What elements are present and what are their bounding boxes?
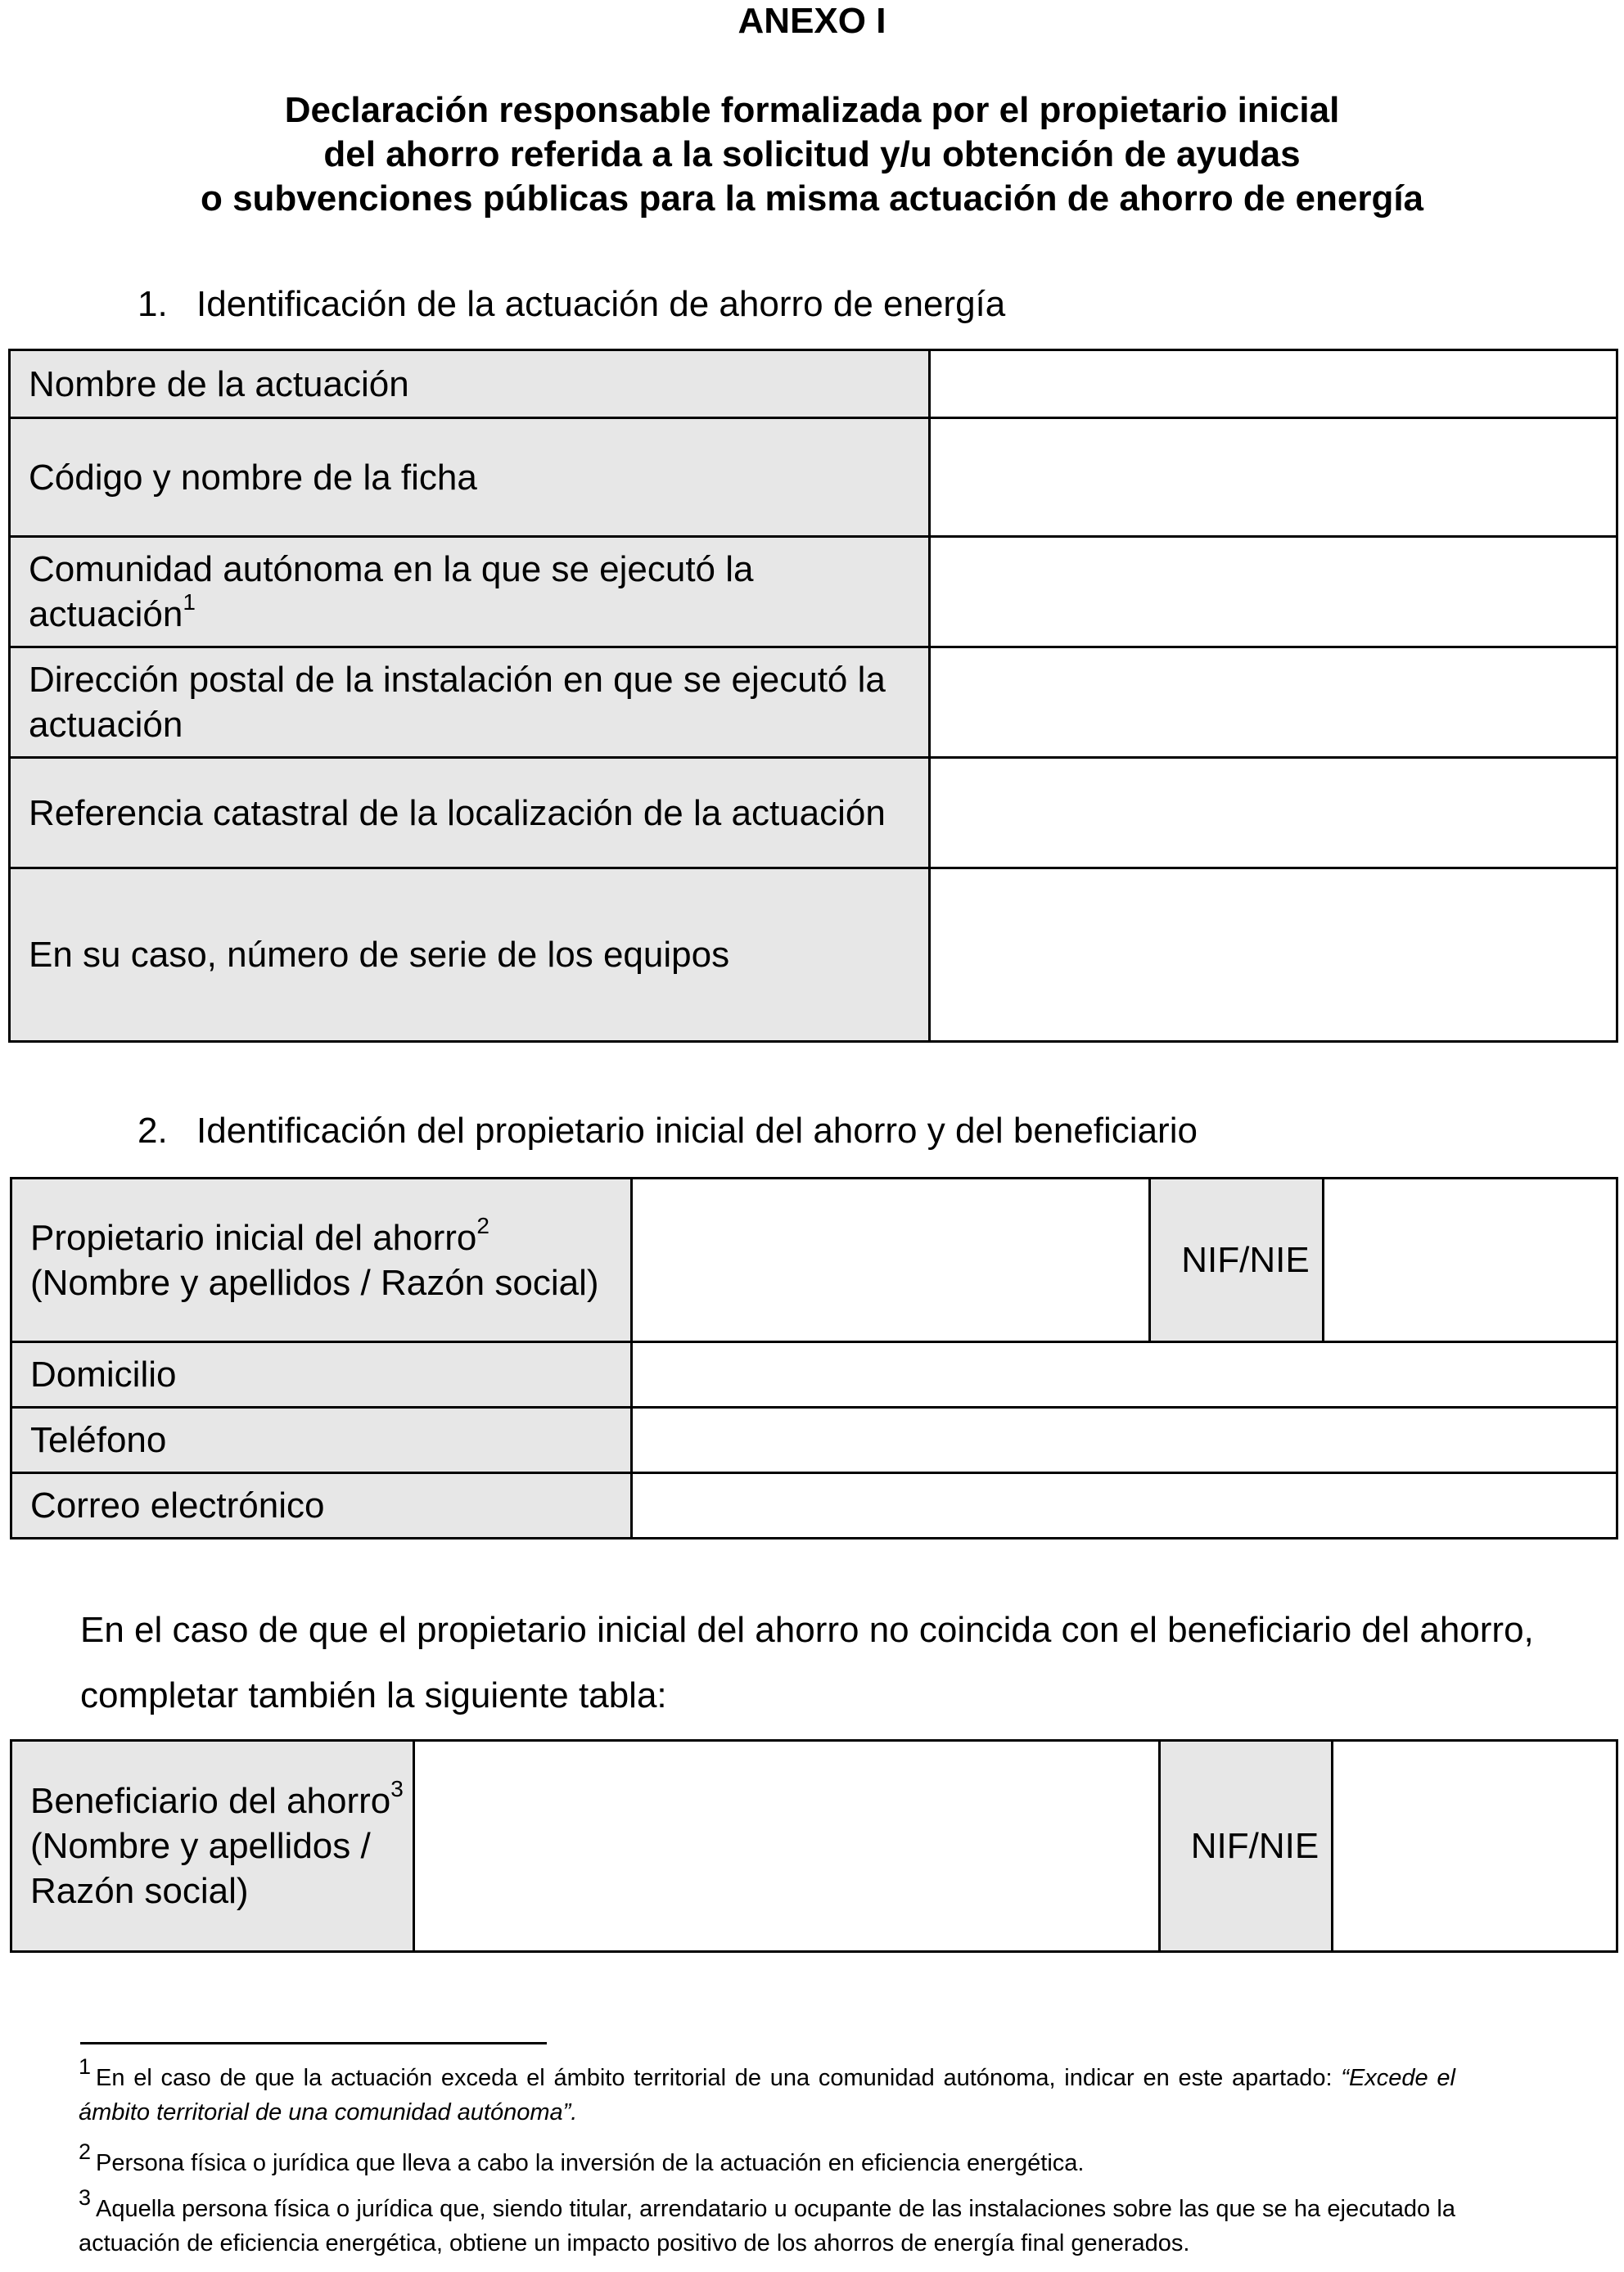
section1-heading [138, 283, 1005, 326]
footnote-1-text: En el caso de que la actuación exceda el ámbito territorial de una comunidad autónoma, indicar en este apartado: [96, 2065, 1333, 2091]
section2-title: Identificación del propietario inicial del ahorro y del beneficiario [196, 1111, 1198, 1151]
nif-nie-label: NIF/NIE [1150, 1179, 1324, 1342]
section1-number: 1. [138, 284, 168, 324]
footnote-1 [79, 2054, 1455, 2130]
footnote-1-mark: 1 [79, 2054, 92, 2079]
footnote-3 [79, 2185, 1455, 2261]
footnote-separator [80, 2042, 547, 2044]
owner-table [10, 1177, 1618, 1539]
footnote-ref-2[interactable]: 2 [476, 1212, 489, 1238]
declaration-title [0, 88, 1624, 221]
actuation-table [8, 349, 1618, 1043]
field-beneficiario-nif[interactable] [1333, 1741, 1617, 1952]
field-domicilio[interactable] [632, 1342, 1617, 1408]
propietario-label-subtext: (Nombre y apellidos / Razón social) [30, 1262, 599, 1303]
row-label-propietario [11, 1179, 632, 1342]
footnote-1-italic: “Excede el ámbito territorial de una comunidad autónoma”. [79, 2065, 1455, 2125]
section1-title: Identificación de la actuación de ahorro de energía [196, 284, 1006, 324]
beneficiary-table [10, 1739, 1618, 1953]
footnote-2 [79, 2139, 1455, 2180]
nif-nie-label: NIF/NIE [1160, 1741, 1333, 1952]
annex-title: ANEXO I [738, 1, 886, 41]
field-telefono[interactable] [632, 1408, 1617, 1473]
field-propietario-nombre[interactable] [632, 1179, 1150, 1342]
footnote-2-text: Persona física o jurídica que lleva a cabo la inversión de la actuación en eficiencia energética. [96, 2150, 1085, 2176]
footnote-3-mark: 3 [79, 2185, 92, 2210]
propietario-label-text: Propietario inicial del ahorro [30, 1217, 477, 1258]
row-label-domicilio: Domicilio [11, 1342, 632, 1408]
footnote-3-text: Aquella persona física o jurídica que, siendo titular, arrendatario u ocupante de las instalaciones sobre las que se ha ejecutado la actuación de eficiencia energética, obtiene un impacto positivo de los ahorros de energía final generados. [79, 2196, 1455, 2256]
section2-number: 2. [138, 1111, 168, 1151]
field-nombre-actuacion[interactable] [930, 350, 1617, 418]
row-label-direccion-postal: Dirección postal de la instalación en que se ejecutó la actuación [10, 647, 930, 758]
declaration-title-line: del ahorro referida a la solicitud y/u obtención de ayudas [323, 134, 1301, 174]
declaration-title-line: o subvenciones públicas para la misma actuación de ahorro de energía [200, 178, 1424, 219]
footnote-ref-1[interactable]: 1 [183, 589, 196, 615]
row-label-correo: Correo electrónico [11, 1473, 632, 1539]
row-label-numero-serie: En su caso, número de serie de los equipos [10, 868, 930, 1042]
field-numero-serie[interactable] [930, 868, 1617, 1042]
field-codigo-ficha[interactable] [930, 418, 1617, 537]
section2-heading [138, 1110, 1198, 1152]
row-label-telefono: Teléfono [11, 1408, 632, 1473]
row-label-codigo-ficha: Código y nombre de la ficha [10, 418, 930, 537]
field-direccion-postal[interactable] [930, 647, 1617, 758]
field-comunidad-autonoma[interactable] [930, 537, 1617, 647]
field-beneficiario-nombre[interactable] [414, 1741, 1160, 1952]
field-referencia-catastral[interactable] [930, 758, 1617, 868]
row-label-comunidad-autonoma [10, 537, 930, 647]
row-label-beneficiario [11, 1741, 414, 1952]
note-paragraph: En el caso de que el propietario inicial del ahorro no coincida con el beneficiario del ahorro, completar también la siguiente tabla: [80, 1610, 1534, 1715]
comunidad-autonoma-label-text: Comunidad autónoma en la que se ejecutó la actuación [29, 549, 754, 634]
field-propietario-nif[interactable] [1324, 1179, 1617, 1342]
beneficiario-label-text: Beneficiario del ahorro [30, 1781, 391, 1821]
row-label-nombre-actuacion: Nombre de la actuación [10, 350, 930, 418]
footnote-ref-3[interactable]: 3 [390, 1776, 404, 1801]
footnote-2-mark: 2 [79, 2139, 92, 2164]
row-label-referencia-catastral: Referencia catastral de la localización de la actuación [10, 758, 930, 868]
beneficiario-label-subtext: (Nombre y apellidos / Razón social) [30, 1826, 371, 1911]
declaration-title-line: Declaración responsable formalizada por el propietario inicial [284, 90, 1340, 130]
field-correo[interactable] [632, 1473, 1617, 1539]
